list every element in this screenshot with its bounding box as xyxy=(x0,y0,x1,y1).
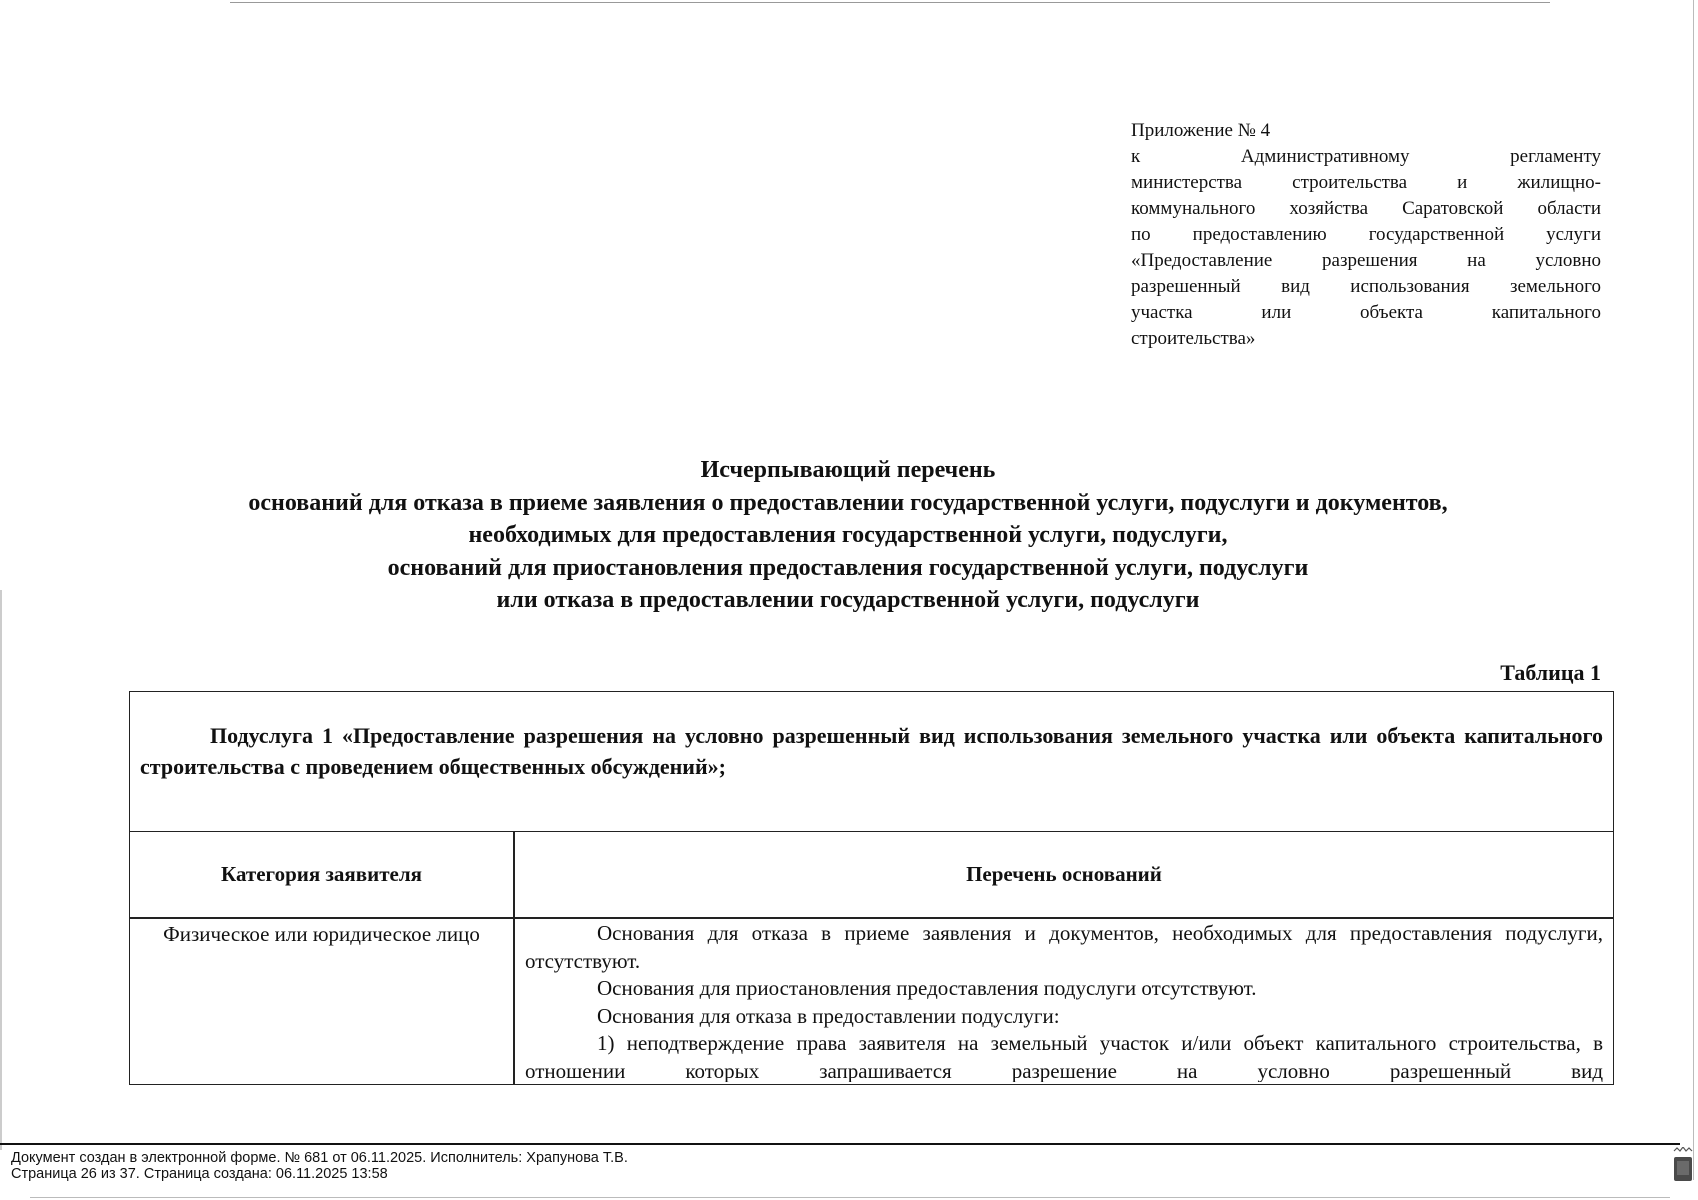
cell-applicant-category: Физическое или юридическое лицо xyxy=(163,922,480,946)
footer-divider xyxy=(0,1143,1680,1145)
appendix-line: коммунального хозяйства Саратовской области xyxy=(1131,198,1601,219)
reason-paragraph: Основания для приостановления предоставления подуслуги отсутствуют. xyxy=(597,976,1257,1000)
scan-edge-left xyxy=(0,590,2,1150)
appendix-line: участка или объекта капитального xyxy=(1131,302,1601,323)
reasons-table xyxy=(129,691,1614,1085)
footer-line-page: Страница 26 из 37. Страница создана: 06.11.2025 13:58 xyxy=(11,1166,388,1182)
subservice-heading xyxy=(130,692,1613,832)
column-header-category: Категория заявителя xyxy=(221,862,422,886)
reason-paragraph: Основания для отказа в предоставлении подуслуги: xyxy=(597,1003,1060,1028)
appendix-line: министерства строительства и жилищно- xyxy=(1131,172,1601,193)
reason-paragraph: Основания для отказа в приеме заявления и документов, необходимых для предоставления подуслуги, отсутствуют. xyxy=(525,921,1603,973)
appendix-line: по предоставлению государственной услуги xyxy=(1131,224,1601,245)
column-header-reasons: Перечень оснований xyxy=(966,862,1162,886)
footer-line-document: Документ создан в электронной форме. № 681 от 06.11.2025. Исполнитель: Храпунова Т.В. xyxy=(11,1150,628,1166)
subservice-text: Подуслуга 1 «Предоставление разрешения на условно разрешенный вид использования земельного участка или объекта капитального строительства с проведением общественных обсуждений»; xyxy=(140,723,1603,779)
title-line: оснований для приостановления предоставления государственной услуги, подуслуги xyxy=(387,554,1309,581)
title-line: оснований для отказа в приеме заявления о предоставлении государственной услуги, подуслуги и документов, xyxy=(248,489,1448,516)
appendix-line: разрешенный вид использования земельного xyxy=(1131,276,1601,297)
reason-paragraph: 1) неподтверждение права заявителя на земельный участок и/или объект капитального строительства, в отношении которых запрашивается разрешение на условно разрешенный вид xyxy=(525,1031,1603,1082)
title-line: или отказа в предоставлении государственной услуги, подуслуги xyxy=(496,587,1200,613)
document-title xyxy=(0,454,1698,617)
emblem-icon xyxy=(1671,1147,1695,1183)
appendix-line: к Административному регламенту xyxy=(1131,146,1601,167)
title-line: Исчерпывающий перечень xyxy=(700,457,996,483)
table-label: Таблица 1 xyxy=(1500,660,1601,685)
scan-line-top xyxy=(230,2,1550,3)
title-line: необходимых для предоставления государственной услуги, подуслуги, xyxy=(468,522,1228,548)
appendix-line: Приложение № 4 xyxy=(1131,120,1271,141)
appendix-line: строительства» xyxy=(1131,328,1256,349)
cell-reasons-list xyxy=(525,920,1603,1082)
scan-line-bottom xyxy=(30,1197,1670,1198)
footer xyxy=(11,1150,628,1182)
table-header-divider xyxy=(130,917,1613,919)
appendix-line: «Предоставление разрешения на условно xyxy=(1131,250,1601,271)
appendix-header xyxy=(1131,118,1601,352)
